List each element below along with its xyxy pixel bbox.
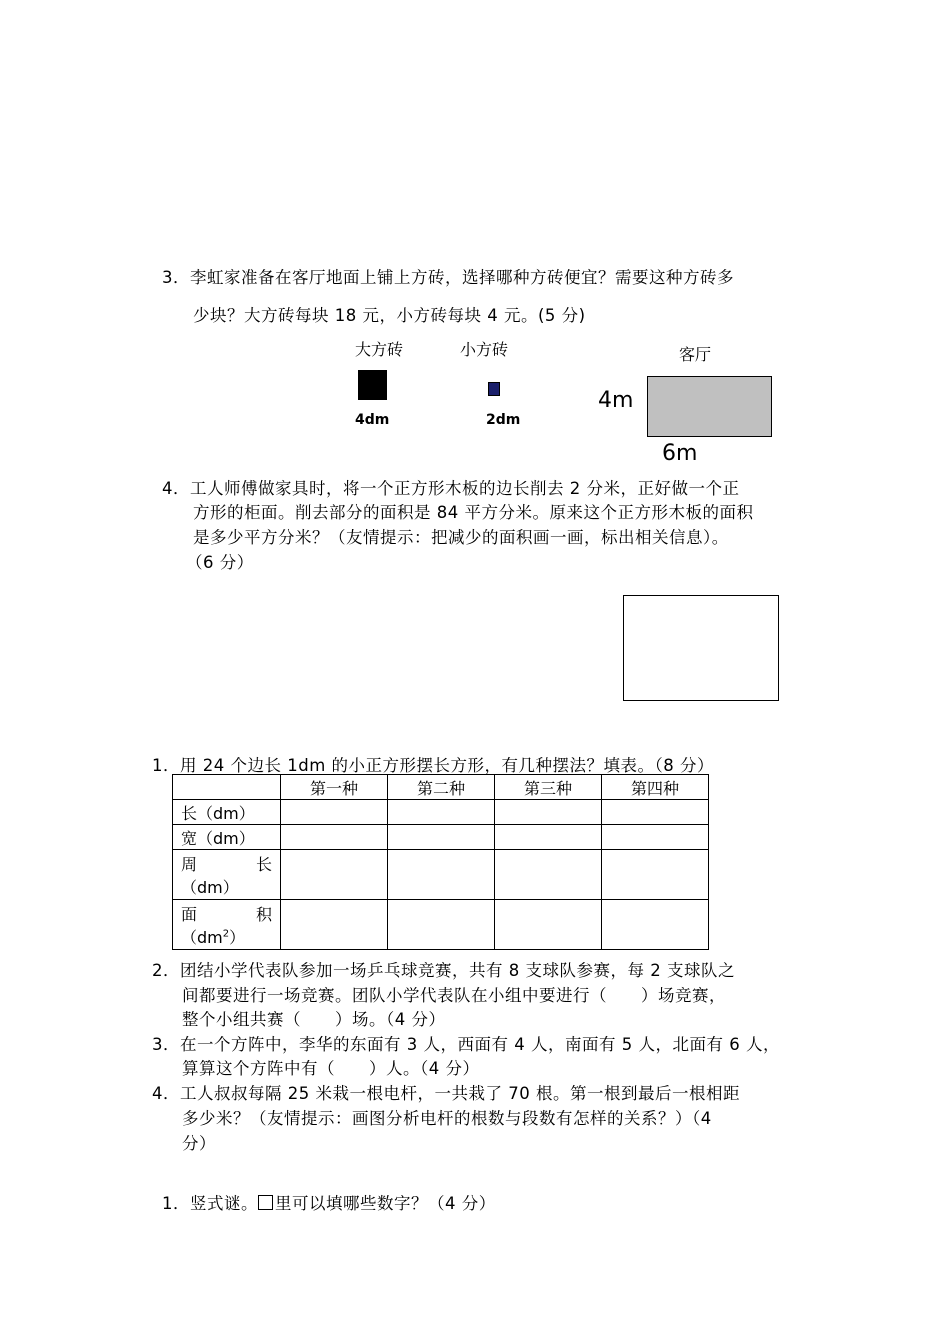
tiles-problem-line-1: 3．李虹家准备在客厅地面上铺上方砖，选择哪种方砖便宜？需要这种方砖多 [162,268,734,287]
answer-cell[interactable] [281,850,388,900]
array-problem-line-2: 算算这个方阵中有（ ）人。（4 分） [182,1059,480,1078]
poles-problem-line-3: 分） [182,1134,216,1153]
tiles-problem-line-2: 少块？大方砖每块 18 元，小方砖每块 4 元。(5 分) [193,306,586,325]
table-row [173,850,709,900]
squares-problem-number: 1． [152,756,180,775]
answer-cell[interactable] [495,900,602,950]
answer-cell[interactable] [495,800,602,825]
board-problem-line-2: 方形的柜面。削去部分的面积是 84 平方分米。原来这个正方形木板的面积 [193,503,754,522]
answer-cell[interactable] [281,900,388,950]
answer-cell[interactable] [602,825,709,850]
board-problem-number: 4． [162,479,190,498]
row-label-width: 宽（dm） [173,825,281,850]
board-drawing-box [623,595,779,701]
row-label-perimeter: 周 长 （dm） [173,850,281,900]
room-width-label: 6m [662,441,698,466]
big-tile-figure [358,370,387,400]
blank-box-icon [258,1195,273,1210]
small-tile-figure [488,382,500,396]
answer-cell[interactable] [495,825,602,850]
squares-problem-line: 1．用 24 个边长 1dm 的小正方形摆长方形，有几种摆法？填表。（8 分） [152,756,715,775]
answer-cell[interactable] [388,800,495,825]
table-corner-cell [173,775,281,800]
array-problem-number: 3． [152,1035,180,1054]
pingpong-problem-line-1: 2．团结小学代表队参加一场乒乓球竞赛，共有 8 支球队参赛，每 2 支球队之 [152,961,735,980]
poles-problem-number: 4． [152,1084,180,1103]
poles-problem-line-1: 4．工人叔叔每隔 25 米栽一根电杆，一共栽了 70 根。第一根到最后一根相距 [152,1084,740,1103]
table-header-cell: 第一种 [281,775,388,800]
big-tile-size: 4dm [355,412,390,428]
answer-cell[interactable] [281,800,388,825]
board-problem-line-3: 是多少平方分米？（友情提示：把减少的面积画一画，标出相关信息）。 [193,528,729,547]
row-label-area: 面 积 $(dm^2)$ [173,900,281,950]
answer-cell[interactable] [602,800,709,825]
table-row [173,800,709,825]
table-row [173,825,709,850]
table-header-cell: 第二种 [388,775,495,800]
tiles-problem-number: 3． [162,268,190,287]
array-problem-line-1: 3．在一个方阵中，李华的东面有 3 人，西面有 4 人，南面有 5 人，北面有 6 人， [152,1035,780,1054]
small-tile-size: 2dm [486,412,521,428]
pingpong-problem-line-3: 整个小组共赛（ ）场。（4 分） [182,1010,446,1029]
answer-cell[interactable] [388,850,495,900]
big-tile-label: 大方砖 [355,340,404,359]
room-rectangle [647,376,772,437]
puzzle-problem-line: 1．竖式谜。 里可以填哪些数字？（4 分） [162,1194,496,1213]
board-problem-line-1: 4．工人师傅做家具时，将一个正方形木板的边长削去 2 分米，正好做一个正 [162,479,740,498]
room-label: 客厅 [679,345,712,364]
arrangement-table [172,774,709,950]
puzzle-problem-number: 1． [162,1194,190,1213]
poles-problem-line-2: 多少米？（友情提示：画图分析电杆的根数与段数有怎样的关系？）（4 [182,1109,712,1128]
answer-cell[interactable] [602,900,709,950]
answer-cell[interactable] [281,825,388,850]
answer-cell[interactable] [602,850,709,900]
table-header-cell: 第三种 [495,775,602,800]
row-label-length: 长（dm） [173,800,281,825]
room-height-label: 4m [598,388,634,413]
table-header-row [173,775,709,800]
table-row [173,900,709,950]
pingpong-problem-number: 2． [152,961,180,980]
table-header-cell: 第四种 [602,775,709,800]
answer-cell[interactable] [495,850,602,900]
pingpong-problem-line-2: 间都要进行一场竞赛。团队小学代表队在小组中要进行（ ）场竞赛， [182,986,726,1005]
small-tile-label: 小方砖 [460,340,509,359]
board-problem-line-4: （6 分） [186,553,254,572]
answer-cell[interactable] [388,900,495,950]
answer-cell[interactable] [388,825,495,850]
